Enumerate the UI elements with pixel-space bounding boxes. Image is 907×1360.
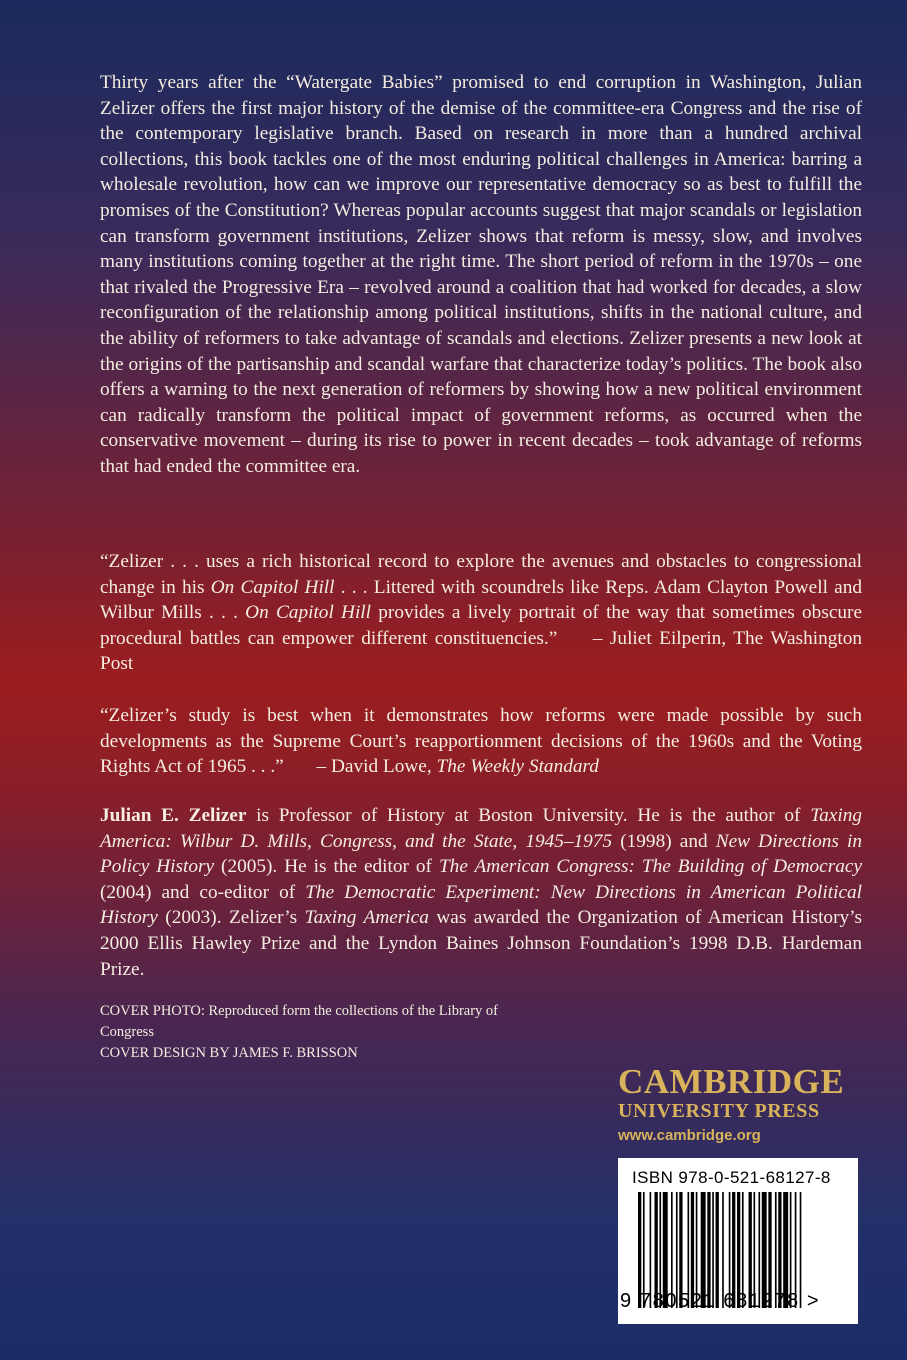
publisher-logo	[618, 1064, 858, 1147]
quote-text: “Zelizer . . . uses a rich historical record to explore the avenues and obstacles to congressional change in his	[100, 551, 862, 598]
publisher-url: www.cambridge.org	[618, 1127, 761, 1144]
publisher-name: CAMBRIDGE	[618, 1062, 845, 1101]
book-title: The American Congress: The Building of Democracy	[438, 856, 862, 878]
publisher-subname: UNIVERSITY PRESS	[618, 1100, 820, 1122]
cover-design-credit: COVER DESIGN BY JAMES F. BRISSON	[100, 1045, 358, 1061]
book-title: On Capitol Hill	[245, 602, 372, 624]
book-title: Taxing America	[304, 907, 429, 929]
barcode-digits: 9 780521 681278 >	[620, 1290, 821, 1312]
publication-name: The Weekly Standard	[436, 756, 599, 778]
review-quote-washington-post	[100, 549, 862, 677]
cover-photo-credit: COVER PHOTO: Reproduced form the collections of the Library of Congress	[100, 1003, 498, 1040]
author-name: Julian E. Zelizer	[100, 805, 247, 826]
bio-text: was awarded the Organization of American History’s 2000 Ellis Hawley Prize and the Lyndon Baines Johnson Foundation’s 1998 D.B. Hardeman Prize.	[100, 907, 862, 980]
bio-text: (2004) and co-editor of	[100, 881, 306, 903]
author-bio	[100, 803, 862, 982]
quote-attribution: – Juliet Eilperin, The Washington Post	[100, 627, 862, 675]
isbn-label: ISBN 978-0-521-68127-8	[632, 1168, 831, 1187]
quote-text: . . . Littered with scoundrels like Reps. Adam Clayton Powell and Wilbur Mills . . .	[100, 576, 862, 624]
bio-text: (1998) and	[612, 830, 716, 852]
isbn-barcode	[618, 1158, 858, 1324]
quote-text: “Zelizer’s study is best when it demonstrates how reforms were made possible by such developments as the Supreme Court’s reapportionment decisions of the 1960s and the Voting Rights Act of 1965 . . .”	[100, 705, 862, 778]
review-quote-weekly-standard	[100, 703, 862, 780]
book-title: On Capitol Hill	[210, 576, 335, 598]
quote-text: provides a lively portrait of the way that sometimes obscure procedural battles can empower different constituencies.”	[100, 602, 862, 649]
bio-text: is Professor of History at Boston University. He is the author of	[246, 805, 811, 826]
quote-attribution: – David Lowe,	[316, 756, 437, 778]
cover-credits	[100, 1001, 520, 1064]
book-title: The Democratic Experiment: New Directions in American Political History	[100, 881, 863, 929]
bio-text: (2005). He is the editor of	[214, 856, 439, 878]
book-title: New Directions in Policy History	[100, 830, 862, 878]
bio-text: (2003). Zelizer’s	[157, 907, 305, 929]
book-title: Taxing America: Wilbur D. Mills, Congress, and the State, 1945–1975	[100, 805, 862, 852]
back-cover-blurb: Thirty years after the “Watergate Babies” promised to end corruption in Washington, Julian Zelizer offers the first major history of the demise of the committee-era Congress and the rise of the contemporary legislative branch. Based on research in more than a hundred archival collections, this book tackles one of the most enduring political challenges in America: barring a wholesale revolution, how can we improve our representative democracy so as best to fulfill the promises of the Constitution? Whereas popular accounts suggest that major scandals or legislation can transform government institutions, Zelizer shows that reform is messy, slow, and involves many institutions coming together at the right time. The short period of reform in the 1970s – one that rivaled the Progressive Era – revolved around a coalition that had worked for decades, a slow reconfiguration of the relationship among political institutions, shifts in the national culture, and the ability of reformers to take advantage of scandals and elections. Zelizer presents a new look at the origins of the partisanship and scandal warfare that characterize today’s politics. The book also offers a warning to the next generation of reformers by showing how a new political environment can radically transform the political impact of government reforms, as occurred when the conservative movement – during its rise to power in recent decades – took advantage of reforms that had ended the committee era.	[100, 72, 862, 477]
